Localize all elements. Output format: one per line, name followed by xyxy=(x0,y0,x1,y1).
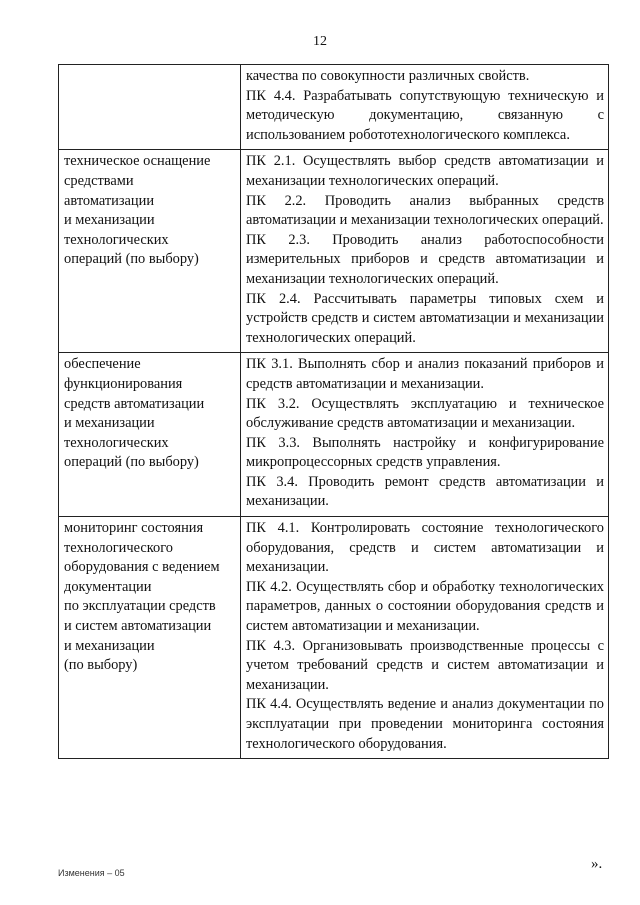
activity-type-line: и систем автоматизации xyxy=(64,618,212,635)
activity-type-line: технологического xyxy=(64,539,173,556)
competencies-cell xyxy=(241,65,609,150)
activity-type-line: обеспечение xyxy=(64,356,141,373)
competency-item: ПК 2.2. Проводить анализ выбранных средств автоматизации и механизации технологических операций. xyxy=(246,192,604,229)
activity-type-line: автоматизации xyxy=(64,192,155,209)
competency-item: ПК 3.2. Осуществлять эксплуатацию и техническое обслуживание средств автоматизации и механизации. xyxy=(246,395,604,432)
activity-type-line: функционирования xyxy=(64,375,183,392)
competencies-cell xyxy=(241,353,609,517)
competency-item: ПК 3.4. Проводить ремонт средств автоматизации и механизации. xyxy=(246,473,604,510)
competency-item: ПК 4.3. Организовывать производственные процессы с учетом требований средств и систем автоматизации и механизации. xyxy=(246,637,604,693)
competency-item: ПК 2.1. Осуществлять выбор средств автоматизации и механизации технологических операций. xyxy=(246,153,604,189)
competency-item: ПК 4.4. Осуществлять ведение и анализ документации по эксплуатации при проведении мониторинга состояния технологического оборудования. xyxy=(246,696,604,752)
activity-type-line: оборудования с ведением xyxy=(64,559,220,576)
competency-item: ПК 2.3. Проводить анализ работоспособности измерительных приборов и средств автоматизации и механизации технологических операций. xyxy=(246,231,604,287)
activity-type-line: средствами xyxy=(64,172,134,189)
activity-type-line: технологических xyxy=(64,434,169,451)
activity-type-line: операций (по выбору) xyxy=(64,251,199,268)
competency-table xyxy=(58,64,609,759)
activity-type-cell xyxy=(59,353,241,517)
activity-type-line: мониторинг состояния xyxy=(64,520,204,537)
competency-item: ПК 2.4. Рассчитывать параметры типовых схем и устройств средств и систем автоматизации и механизации технологических операций. xyxy=(246,290,604,346)
table-row xyxy=(59,65,609,150)
competencies-cell xyxy=(241,517,609,759)
competency-item: ПК 3.1. Выполнять сбор и анализ показаний приборов и средств автоматизации и механизации. xyxy=(246,356,604,392)
activity-type-cell xyxy=(59,65,241,150)
activity-type-cell xyxy=(59,150,241,353)
competency-item: ПК 4.2. Осуществлять сбор и обработку технологических параметров, данных о состоянии оборудования средств и систем автоматизации и механизации. xyxy=(246,578,604,635)
activity-type-line: документации xyxy=(64,578,152,595)
activity-type-line: по эксплуатации средств xyxy=(64,598,216,615)
closing-quote-mark: ». xyxy=(591,856,603,872)
activity-type-line: и механизации xyxy=(64,637,155,654)
competency-item: ПК 3.3. Выполнять настройку и конфигурирование микропроцессорных средств управления. xyxy=(246,434,604,471)
activity-type-line: операций (по выбору) xyxy=(64,454,199,471)
activity-type-line: техническое оснащение xyxy=(64,153,211,170)
competency-item: ПК 4.4. Разрабатывать сопутствующую техническую и методическую документацию, связанную с использованием робототехнологического комплекса. xyxy=(246,87,604,143)
table-row xyxy=(59,353,609,517)
activity-type-cell xyxy=(59,517,241,759)
competency-item: качества по совокупности различных свойств. xyxy=(246,68,530,84)
page-number: 12 xyxy=(313,34,327,49)
competency-item: ПК 4.1. Контролировать состояние технологического оборудования, средств и систем автоматизации и механизации. xyxy=(246,520,604,576)
revision-footer: Изменения – 05 xyxy=(58,868,125,878)
activity-type-line: (по выбору) xyxy=(64,657,138,674)
table-row xyxy=(59,517,609,759)
activity-type-line: технологических xyxy=(64,231,169,248)
table-row xyxy=(59,150,609,353)
competencies-cell xyxy=(241,150,609,353)
activity-type-line: и механизации xyxy=(64,212,155,229)
activity-type-line: средств автоматизации xyxy=(64,395,205,412)
activity-type-line: и механизации xyxy=(64,415,155,432)
